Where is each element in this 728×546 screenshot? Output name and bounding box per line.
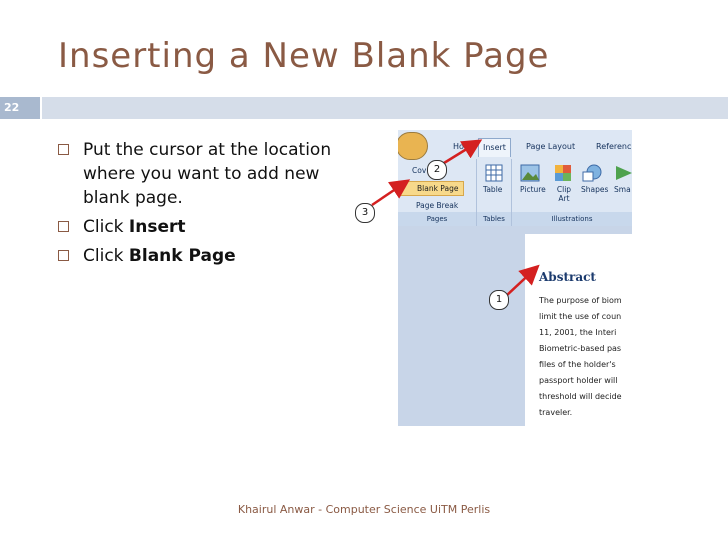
- bullet-text: Click: [83, 246, 129, 266]
- tab-home[interactable]: Home: [453, 142, 477, 151]
- callout-3: 3: [355, 203, 375, 223]
- document-line: threshold will decide: [539, 392, 622, 401]
- arrow-to-insert-tab: [444, 142, 478, 163]
- slide-footer: Khairul Anwar - Computer Science UiTM Perlis: [237, 503, 491, 516]
- slide-title: Inserting a New Blank Page: [58, 36, 550, 76]
- tab-references[interactable]: Referenc: [596, 142, 632, 151]
- cover-page-button[interactable]: Cov: [412, 166, 427, 175]
- arrow-to-blank-page: [372, 182, 406, 205]
- clip-art-button[interactable]: Clip Art: [556, 185, 572, 203]
- slide-number: 22: [0, 97, 40, 119]
- callout-2: 2: [427, 160, 447, 180]
- blank-page-button[interactable]: Blank Page: [400, 181, 464, 196]
- arrow-to-cursor: [506, 268, 536, 296]
- document-heading: Abstract: [539, 270, 596, 284]
- document-line: files of the holder's: [539, 360, 616, 369]
- document-line: limit the use of coun: [539, 312, 622, 321]
- bullet-bold-text: Blank Page: [128, 246, 236, 266]
- tab-page-layout[interactable]: Page Layout: [526, 142, 576, 151]
- bullet-bold-text: Insert: [128, 217, 186, 237]
- page-break-button[interactable]: Page Break: [416, 201, 459, 210]
- bullet-text: Click: [83, 217, 129, 237]
- tables-group-label: Tables: [477, 212, 511, 226]
- document-line: passport holder will: [539, 376, 618, 385]
- table-button[interactable]: Table: [483, 185, 503, 194]
- illustrations-group-label: Illustrations: [512, 212, 632, 226]
- picture-button[interactable]: Picture: [520, 185, 546, 194]
- document-line: 11, 2001, the Interi: [539, 328, 617, 337]
- callout-1: 1: [489, 290, 509, 310]
- smartart-button[interactable]: Sma: [614, 185, 631, 194]
- shapes-button[interactable]: Shapes: [581, 185, 609, 194]
- document-line: The purpose of biom: [539, 296, 622, 305]
- document-line: traveler.: [539, 408, 573, 417]
- document-line: Biometric-based pas: [539, 344, 622, 353]
- pages-group-label: Pages: [398, 212, 476, 226]
- tab-insert[interactable]: Insert: [478, 138, 511, 157]
- bullet-text: Put the cursor at the location where you want to add new blank page.: [83, 140, 332, 208]
